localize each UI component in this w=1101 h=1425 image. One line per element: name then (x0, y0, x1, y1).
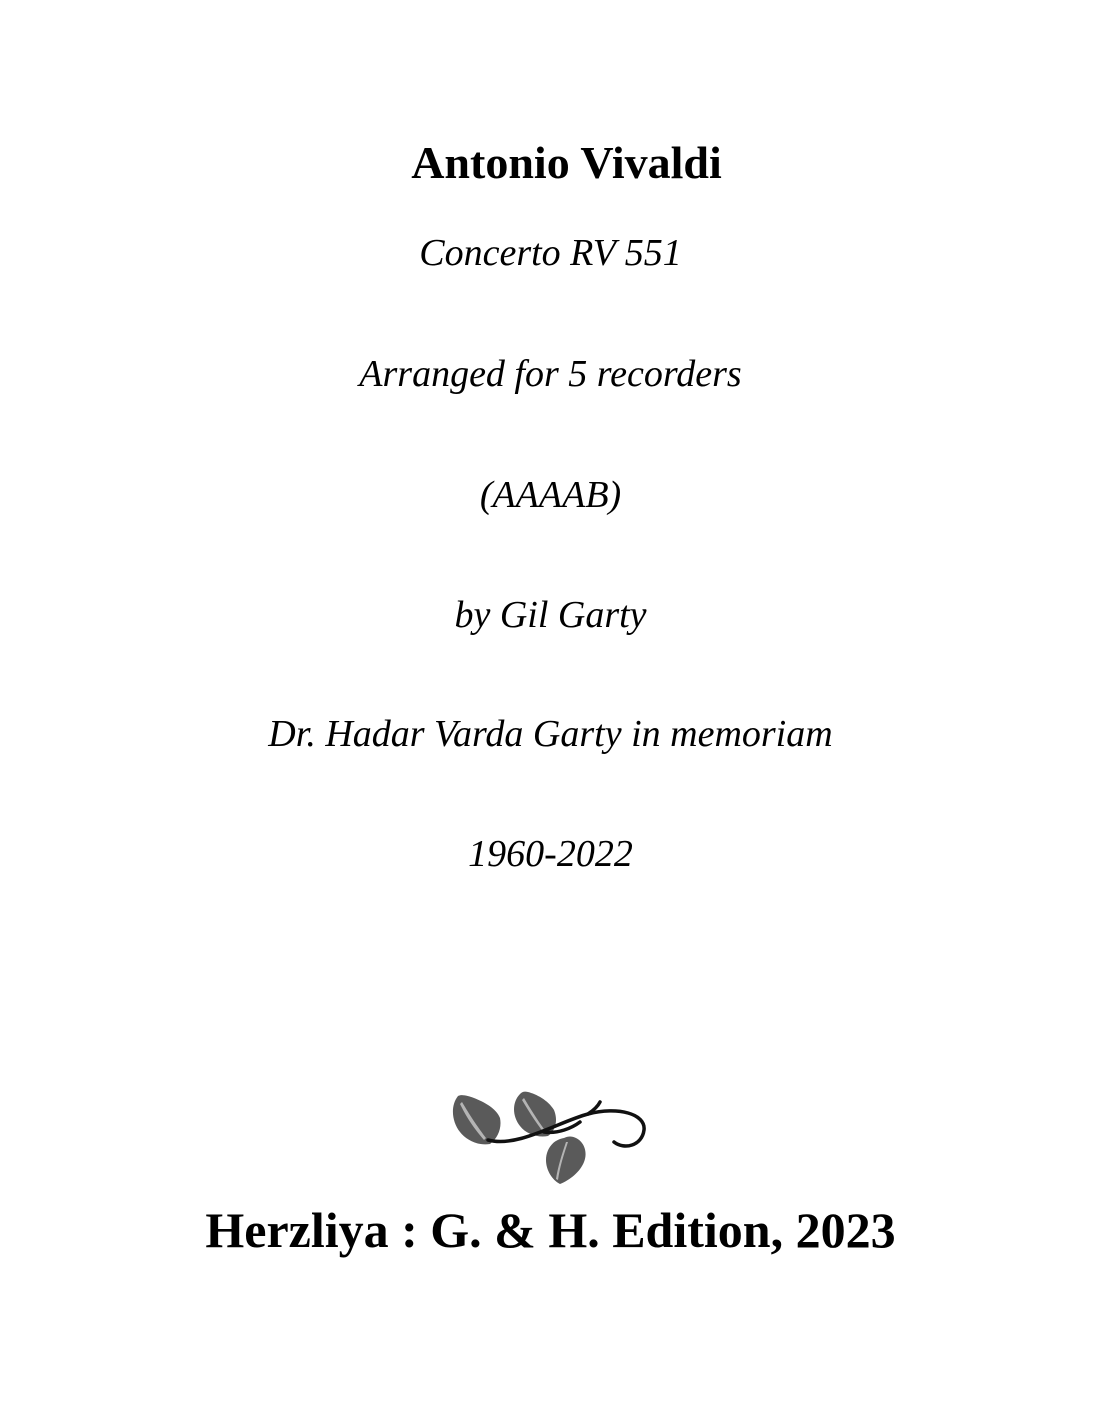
scoring: (AAAAB) (479, 474, 622, 516)
arrangement-note: Arranged for 5 recorders (359, 353, 742, 395)
dedication-years: 1960-2022 (468, 833, 633, 875)
dedication: Dr. Hadar Varda Garty in memoriam (268, 713, 833, 755)
arranger-credit: by Gil Garty (454, 594, 647, 636)
publisher-imprint: Herzliya : G. & H. Edition, 2023 (205, 1202, 896, 1258)
composer-name: Antonio Vivaldi (411, 137, 722, 188)
work-title: Concerto RV 551 (419, 232, 682, 274)
leaf-vine-ornament-icon (448, 1088, 652, 1184)
